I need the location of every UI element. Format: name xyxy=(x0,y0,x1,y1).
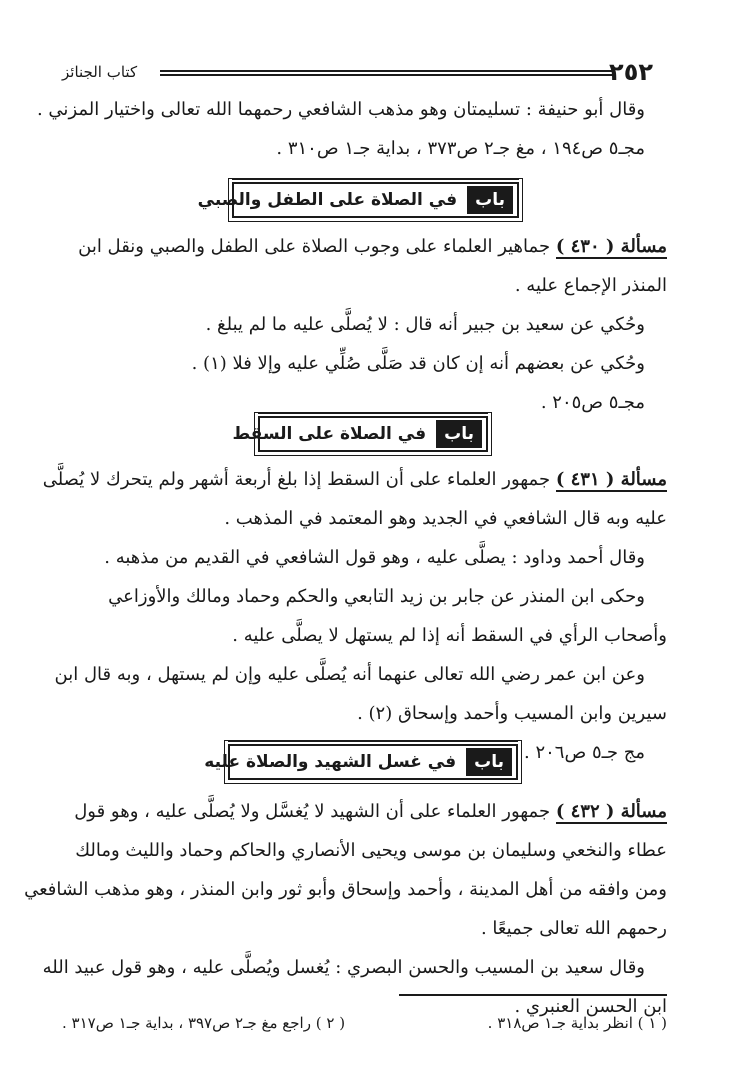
text-line: سيرين وابن المسيب وأحمد وإسحاق (٢) . xyxy=(357,703,667,724)
text-line: وحُكي عن بعضهم أنه إن كان قد صَلَّى صُلِّي عليه وإلا فلا (١) . xyxy=(191,353,645,374)
text-line: وقال أبو حنيفة : تسليمتان وهو مذهب الشافعي رحمهما الله تعالى واختيار المزني . xyxy=(36,99,645,120)
text-line: المنذر الإجماع عليه . xyxy=(514,275,667,296)
page-number: ٢٥٢ xyxy=(609,58,653,86)
section-heading xyxy=(197,182,519,218)
text-line: وحكى ابن المنذر عن جابر بن زيد التابعي والحكم وحماد ومالك والأوزاعي xyxy=(108,586,645,607)
text-line: عطاء والنخعي وسليمان بن موسى ويحيى الأنصاري والحاكم وحماد والليث ومالك xyxy=(75,840,667,861)
bab-title: في الصلاة على الطفل والصبي xyxy=(197,190,458,210)
text-line: وقال أحمد وداود : يصلَّى عليه ، وهو قول الشافعي في القديم من مذهبه . xyxy=(104,547,645,568)
reference-line: مج جـ٥ ص٢٠٦ . xyxy=(523,742,645,763)
text-line: جمهور العلماء على أن السقط إذا بلغ أربعة أشهر ولم يتحرك لا يُصلَّى xyxy=(42,469,551,490)
masala-430 xyxy=(77,227,667,422)
masala-431 xyxy=(42,460,667,772)
header-rule xyxy=(160,70,613,76)
text-line: ومن وافقه من أهل المدينة ، وأحمد وإسحاق وأبو ثور وابن المنذر ، وهو مذهب الشافعي xyxy=(24,879,667,900)
section-heading xyxy=(232,416,488,452)
text-line: وحُكي عن سعيد بن جبير أنه قال : لا يُصلَّى عليه ما لم يبلغ . xyxy=(205,314,645,335)
running-title: كتاب الجنائز xyxy=(62,63,138,81)
text-line: رحمهم الله تعالى جميعًا . xyxy=(480,918,667,939)
bab-label: باب xyxy=(466,748,512,776)
footnote-rule xyxy=(399,994,667,996)
bab-title: في غسل الشهيد والصلاة عليه xyxy=(204,752,457,772)
section-heading xyxy=(204,744,518,780)
bab-title: في الصلاة على السقط xyxy=(232,424,427,444)
text-line: وقال سعيد بن المسيب والحسن البصري : يُغسل ويُصلَّى عليه ، وهو قول عبيد الله xyxy=(42,957,645,978)
section-heading-rule xyxy=(228,740,518,742)
text-line: جمهور العلماء على أن الشهيد لا يُغسَّل ولا يُصلَّى عليه ، وهو قول xyxy=(74,801,551,822)
bab-label: باب xyxy=(436,420,482,448)
masala-label: مسألة ( ٤٣٠ ) xyxy=(555,236,667,257)
text-line: وعن ابن عمر رضي الله تعالى عنهما أنه يُصلَّى عليه وإن لم يستهل ، وبه قال ابن xyxy=(54,664,645,685)
section-heading-rule xyxy=(258,412,488,414)
bab-label: باب xyxy=(467,186,513,214)
footnote-2: ( ٢ ) راجع مغ جـ٢ ص٣٩٧ ، بداية جـ١ ص٣١٧ . xyxy=(62,1014,346,1032)
text-line: جماهير العلماء على وجوب الصلاة على الطفل والصبي ونقل ابن xyxy=(78,236,551,257)
reference-line: مجـ٥ ص١٩٤ ، مغ جـ٢ ص٣٧٣ ، بداية جـ١ ص٣١٠ . xyxy=(276,138,645,159)
text-line: عليه وبه قال الشافعي في الجديد وهو المعتمد في المذهب . xyxy=(224,508,667,529)
top-paragraph xyxy=(36,90,667,168)
section-heading-rule xyxy=(232,178,519,180)
text-line: وأصحاب الرأي في السقط أنه إذا لم يستهل لا يصلَّى عليه . xyxy=(232,625,667,646)
reference-line: مجـ٥ ص٢٠٥ . xyxy=(540,392,645,413)
masala-label: مسألة ( ٤٣١ ) xyxy=(555,469,667,490)
footnote-1: ( ١ ) انظر بداية جـ١ ص٣١٨ . xyxy=(487,1014,667,1032)
masala-432 xyxy=(24,792,667,1026)
text-line: ابن الحسن العنبري . xyxy=(514,996,667,1017)
masala-label: مسألة ( ٤٣٢ ) xyxy=(555,801,667,822)
